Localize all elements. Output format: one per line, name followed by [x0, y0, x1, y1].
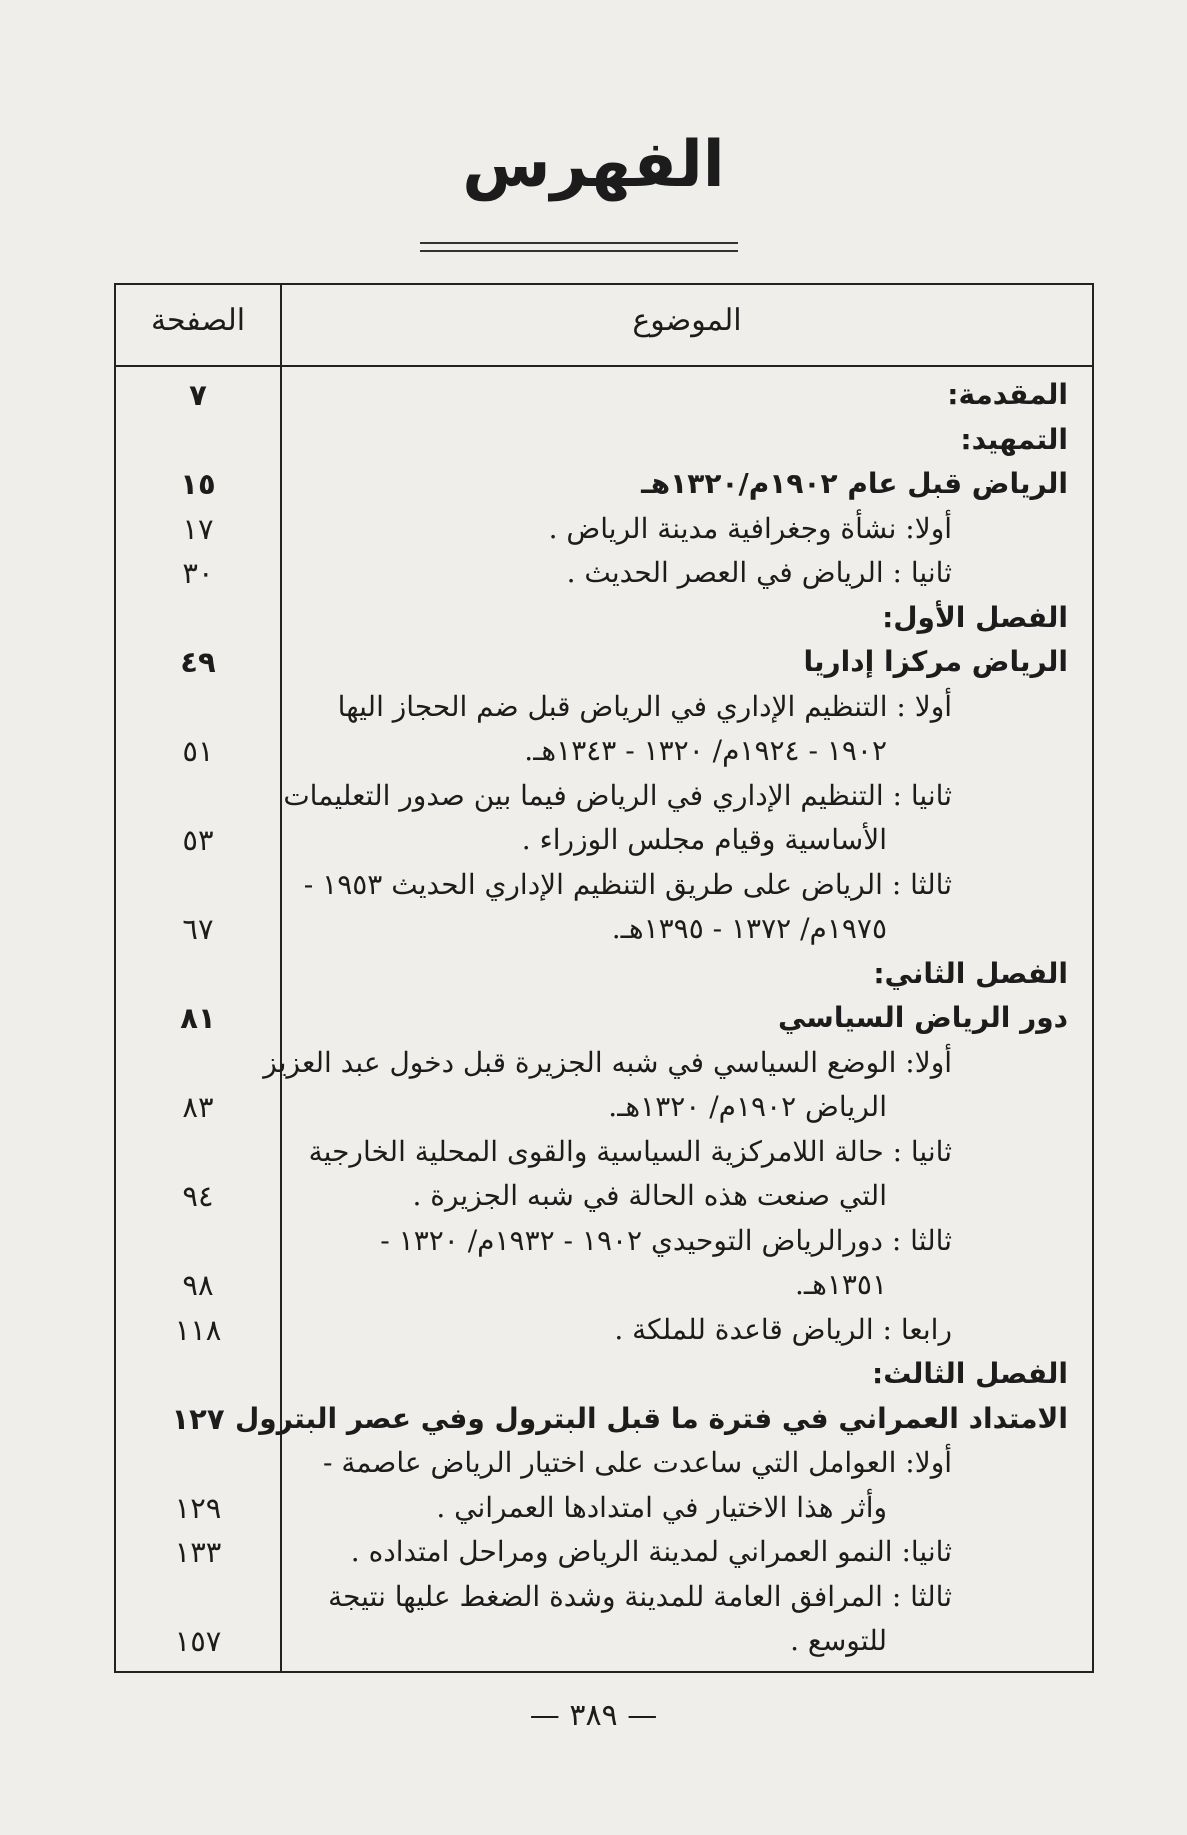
toc-entry-text: ١٣٥١هـ. — [794, 1268, 887, 1301]
page-number: — ٣٨٩ — — [529, 1698, 658, 1733]
toc-page-number: ٧ — [189, 378, 207, 412]
topic-column-header: الموضوع — [632, 303, 742, 338]
toc-page-number: ١٣٣ — [174, 1535, 222, 1569]
toc-entry-text: الرياض مركزا إداريا — [803, 645, 1068, 678]
toc-entry-text: التي صنعت هذه الحالة في شبه الجزيرة . — [412, 1179, 887, 1212]
toc-entry-text: الأساسية وقيام مجلس الوزراء . — [521, 823, 887, 856]
toc-page-number: ٥١ — [182, 734, 214, 768]
toc-entry-text: ١٩٠٢ - ١٩٢٤م/ ١٣٢٠ - ١٣٤٣هـ. — [524, 734, 887, 767]
toc-entry-text: وأثر هذا الاختيار في امتدادها العمراني . — [436, 1490, 887, 1524]
toc-page-number: ٣٠ — [182, 556, 214, 590]
toc-page-number: ٩٨ — [182, 1268, 214, 1302]
toc-page-number: ١٢٧ — [171, 1401, 225, 1436]
toc-entry-text: ثالثا : الرياض على طريق التنظيم الإداري الحديث ١٩٥٣ - — [303, 867, 952, 901]
toc-entry-text: ثالثا : المرافق العامة للمدينة وشدة الضغط عليها نتيجة — [328, 1579, 952, 1613]
toc-entry-text: للتوسع . — [790, 1624, 887, 1657]
toc-page-number: ٥٣ — [182, 823, 214, 857]
toc-entry-text: الرياض قبل عام ١٩٠٢م/١٣٢٠هـ — [641, 467, 1068, 500]
toc-entry-text: الرياض ١٩٠٢م/ ١٣٢٠هـ. — [608, 1090, 887, 1123]
toc-entry-text: ١٩٧٥م/ ١٣٧٢ - ١٣٩٥هـ. — [611, 912, 887, 945]
contents-table — [114, 283, 1094, 1673]
page-column-header: الصفحة — [150, 303, 246, 338]
toc-entry-text: دور الرياض السياسي — [777, 1001, 1068, 1034]
toc-page-number: ٨١ — [180, 1001, 216, 1035]
toc-entry-text: ثالثا : دورالرياض التوحيدي ١٩٠٢ - ١٩٣٢م/ ١٣٢٠ - — [380, 1223, 952, 1257]
toc-entry-text: ثانيا : الرياض في العصر الحديث . — [566, 556, 952, 589]
toc-entry-text: ثانيا : حالة اللامركزية السياسية والقوى المحلية الخارجية — [308, 1134, 952, 1168]
toc-page-number: ١٥٧ — [174, 1624, 222, 1658]
toc-entry-text: التمهيد: — [960, 422, 1068, 456]
toc-entry-text: رابعا : الرياض قاعدة للملكة . — [614, 1312, 952, 1346]
title-rule-top — [420, 242, 738, 244]
toc-entry-text: أولا: نشأة وجغرافية مدينة الرياض . — [548, 511, 952, 545]
toc-page-number: ٩٤ — [182, 1179, 214, 1213]
title-rule-bottom — [420, 250, 738, 252]
toc-entry-text: أولا: الوضع السياسي في شبه الجزيرة قبل دخول عبد العزيز — [263, 1045, 952, 1079]
toc-page-number: ١١٨ — [174, 1312, 222, 1347]
toc-page-number: ١٥ — [180, 467, 216, 501]
page-title: الفهرس — [462, 128, 725, 202]
toc-entry-text: ثانيا : التنظيم الإداري في الرياض فيما بين صدور التعليمات — [283, 778, 952, 812]
column-divider — [280, 285, 282, 1671]
toc-entry-text: الفصل الثالث: — [872, 1357, 1068, 1390]
toc-entry-text: الفصل الأول: — [882, 600, 1068, 634]
toc-page-number: ١٢٩ — [174, 1490, 222, 1525]
toc-page-number: ٦٧ — [182, 912, 214, 946]
toc-entry-text: المقدمة: — [947, 378, 1068, 411]
toc-entry-text: أولا: العوامل التي ساعدت على اختيار الرياض عاصمة - — [323, 1446, 952, 1479]
toc-entry-text: الفصل الثاني: — [873, 956, 1068, 990]
toc-entry-text: ثانيا: النمو العمراني لمدينة الرياض ومراحل امتداده . — [350, 1535, 952, 1568]
header-divider — [116, 365, 1092, 367]
toc-entry-text: الامتداد العمراني في فترة ما قبل البترول وفي عصر البترول — [235, 1401, 1068, 1435]
toc-page-number: ٤٩ — [180, 645, 216, 679]
toc-entry-text: أولا : التنظيم الإداري في الرياض قبل ضم الحجاز اليها — [337, 689, 952, 723]
toc-page-number: ٨٣ — [182, 1090, 214, 1124]
toc-page-number: ١٧ — [182, 511, 214, 546]
